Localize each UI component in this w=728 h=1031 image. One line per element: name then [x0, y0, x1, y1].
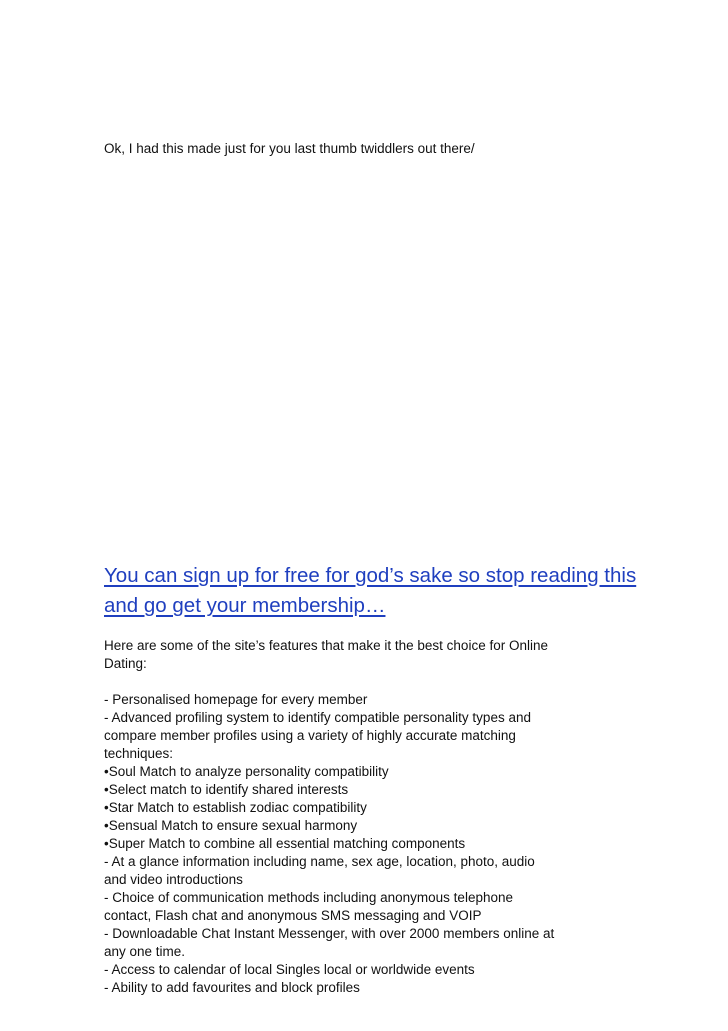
- feature-line: and video introductions: [104, 872, 243, 887]
- feature-line: - Downloadable Chat Instant Messenger, with over 2000 members online at: [104, 926, 555, 941]
- feature-line: contact, Flash chat and anonymous SMS messaging and VOIP: [104, 908, 482, 923]
- feature-line: - Advanced profiling system to identify compatible personality types and: [104, 710, 531, 725]
- feature-line: - Access to calendar of local Singles local or worldwide events: [104, 962, 475, 977]
- feature-line: - Personalised homepage for every member: [104, 692, 368, 707]
- feature-line: •Select match to identify shared interests: [104, 782, 349, 797]
- signup-link[interactable]: [104, 561, 664, 621]
- features-intro-line-1: Here are some of the site’s features that make it the best choice for Online: [104, 638, 548, 653]
- feature-line: any one time.: [104, 944, 186, 959]
- paragraph-spacer: [104, 673, 624, 691]
- intro-text: Ok, I had this made just for you last thumb twiddlers out there/: [104, 141, 475, 156]
- features-section: [104, 637, 624, 997]
- signup-headline-link[interactable]: [104, 561, 664, 621]
- feature-line: - Ability to add favourites and block profiles: [104, 980, 360, 995]
- feature-line: •Star Match to establish zodiac compatibility: [104, 800, 367, 815]
- feature-line: compare member profiles using a variety of highly accurate matching: [104, 728, 516, 743]
- headline-line-2[interactable]: and go get your membership…: [104, 594, 386, 617]
- headline-line-1[interactable]: You can sign up for free for god’s sake so stop reading this: [104, 564, 637, 587]
- feature-line: techniques:: [104, 746, 174, 761]
- feature-line: •Super Match to combine all essential matching components: [104, 836, 466, 851]
- features-intro-line-2: Dating:: [104, 656, 147, 671]
- feature-line: - Choice of communication methods including anonymous telephone: [104, 890, 513, 905]
- feature-line: - At a glance information including name, sex age, location, photo, audio: [104, 854, 535, 869]
- feature-line: •Soul Match to analyze personality compatibility: [104, 764, 389, 779]
- feature-line: •Sensual Match to ensure sexual harmony: [104, 818, 358, 833]
